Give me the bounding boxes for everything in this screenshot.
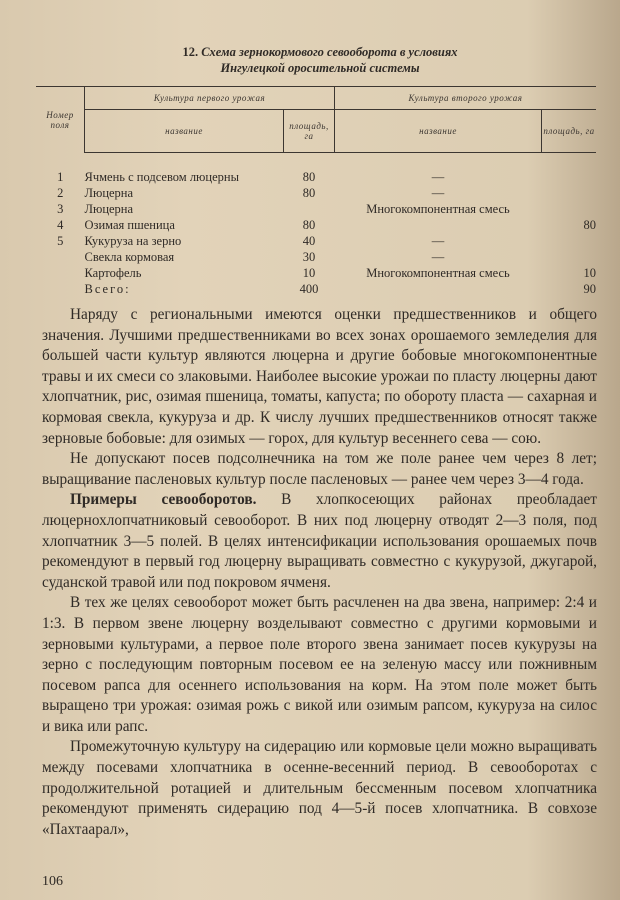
second-crop-name: [335, 217, 542, 233]
field-number: 3: [57, 202, 64, 216]
second-crop-area: 80: [583, 218, 596, 232]
second-crop-name: —: [431, 186, 445, 200]
table-row: [36, 249, 596, 265]
field-number: 5: [57, 234, 64, 248]
page-number: 106: [42, 874, 63, 889]
second-crop-name: —: [431, 170, 445, 184]
first-crop-area: 80: [302, 170, 316, 184]
header-second-crop: Культура второго урожая: [335, 87, 597, 110]
header-name-2: название: [335, 110, 542, 153]
second-crop-name: —: [431, 234, 445, 248]
header-area-1: площадь, га: [284, 110, 335, 153]
section-heading: Примеры севооборотов.: [70, 491, 257, 509]
first-crop-name: Свекла кормовая: [84, 250, 175, 264]
paragraph-3: [42, 490, 597, 593]
field-number: 1: [57, 170, 64, 184]
header-field-number: Номер поля: [36, 87, 85, 153]
caption-title-1: Схема зернокормового севооборота в условиях: [201, 45, 458, 59]
field-number: 4: [57, 218, 64, 232]
caption-line-1: [60, 44, 580, 60]
first-crop-name: Ячмень с подсевом люцерны: [84, 170, 239, 184]
second-crop-area: [542, 169, 597, 185]
total-area-2: 90: [583, 282, 596, 296]
header-area-2: площадь, га: [542, 110, 597, 153]
table-row: [36, 265, 596, 281]
crop-rotation-table: [36, 86, 596, 297]
paragraph-4: В тех же целях севооборот может быть расчленен на два звена, например: 2:4 и 1:3. В первом звене люцерну возделывают совместно с другими кормовыми и зерновыми культурами, а первое поле второго звена занимает посев кукурузы на зерно с последующим повторным посевом ее на зеленую массу или пожнивным посевом рапса для осеннего использования на корм. На этом поле может быть выращено три урожая: озимая рожь с викой или озимым рапсом, кукуруза на силос и вика или рапс.: [42, 594, 597, 735]
table-row: [36, 169, 596, 185]
field-number: [36, 265, 85, 281]
second-crop-area: [542, 249, 597, 265]
second-crop-area: 10: [583, 266, 596, 280]
first-crop-name: Кукуруза на зерно: [84, 234, 182, 248]
total-area-1: 400: [299, 282, 319, 296]
table-row: [36, 201, 596, 217]
first-crop-area: [284, 201, 335, 217]
second-crop-name: —: [431, 250, 445, 264]
table-caption: [60, 44, 580, 76]
first-crop-name: Люцерна: [84, 202, 134, 216]
second-crop-name: Многокомпонентная смесь: [366, 266, 510, 280]
header-name-1: название: [85, 110, 284, 153]
second-crop-area: [542, 233, 597, 249]
first-crop-name: Люцерна: [84, 186, 134, 200]
first-crop-area: 40: [302, 234, 316, 248]
second-crop-area: [542, 201, 597, 217]
table-total-row: [36, 281, 596, 297]
second-crop-area: [542, 185, 597, 201]
table-number: 12.: [182, 45, 199, 59]
table-row: [36, 217, 596, 233]
paragraph-2: Не допускают посев подсолнечника на том же поле ранее чем через 8 лет; выращивание пасленовых культур после пасленовых — ранее чем через 3—4 года.: [42, 450, 597, 488]
field-number: 2: [57, 186, 64, 200]
field-number: [36, 249, 85, 265]
total-label: Всего:: [84, 282, 131, 296]
first-crop-name: Озимая пшеница: [84, 218, 175, 232]
body-text: [42, 305, 597, 840]
header-first-crop: Культура первого урожая: [85, 87, 335, 110]
paragraph-5: Промежуточную культуру на сидерацию или кормовые цели можно выращивать между посевами хлопчатника в осенне-весенний период. В севооборотах с продолжительной ротацией и длительным бессменным посевом хлопчатника рекомендуют применять сидерацию под 4—5-й посев хлопчатника. В совхозе «Пахтаарал»,: [42, 738, 597, 838]
table-row: [36, 233, 596, 249]
first-crop-name: Картофель: [84, 266, 142, 280]
paragraph-1: Наряду с региональными имеются оценки предшественников и общего значения. Лучшими предшественниками во всех зонах орошаемого земледелия для большей части культур являются люцерна и другие бобовые многокомпонентные травы и их смеси со злаковыми. Наиболее высокие урожаи по пласту люцерны дают хлопчатник, рис, озимая пшеница, томаты, капуста; по обороту пласта — сахарная и кормовая свекла, кукуруза и др. К числу лучших предшественников относят также зерновые бобовые: для озимых — горох, для культур весеннего сева — сою.: [42, 306, 597, 447]
table-row: [36, 185, 596, 201]
first-crop-area: 30: [302, 250, 316, 264]
caption-title-2: Ингулецкой оросительной системы: [220, 61, 420, 75]
first-crop-area: 80: [302, 186, 316, 200]
first-crop-area: 80: [302, 218, 316, 232]
paragraph-3-text: В хлопкосеющих районах преобладает люцернохлопчатниковый севооборот. В них под люцерну отводят 2—3 поля, под хлопчатник 3—5 полей. В целях интенсификации использования орошаемых почв рекомендуют в первый год люцерну выращивать совместно с кукурузой, джугарой, суданской травой или под покровом ячменя.: [42, 491, 597, 591]
first-crop-area: 10: [302, 266, 316, 280]
second-crop-name: Многокомпонентная смесь: [366, 202, 510, 216]
